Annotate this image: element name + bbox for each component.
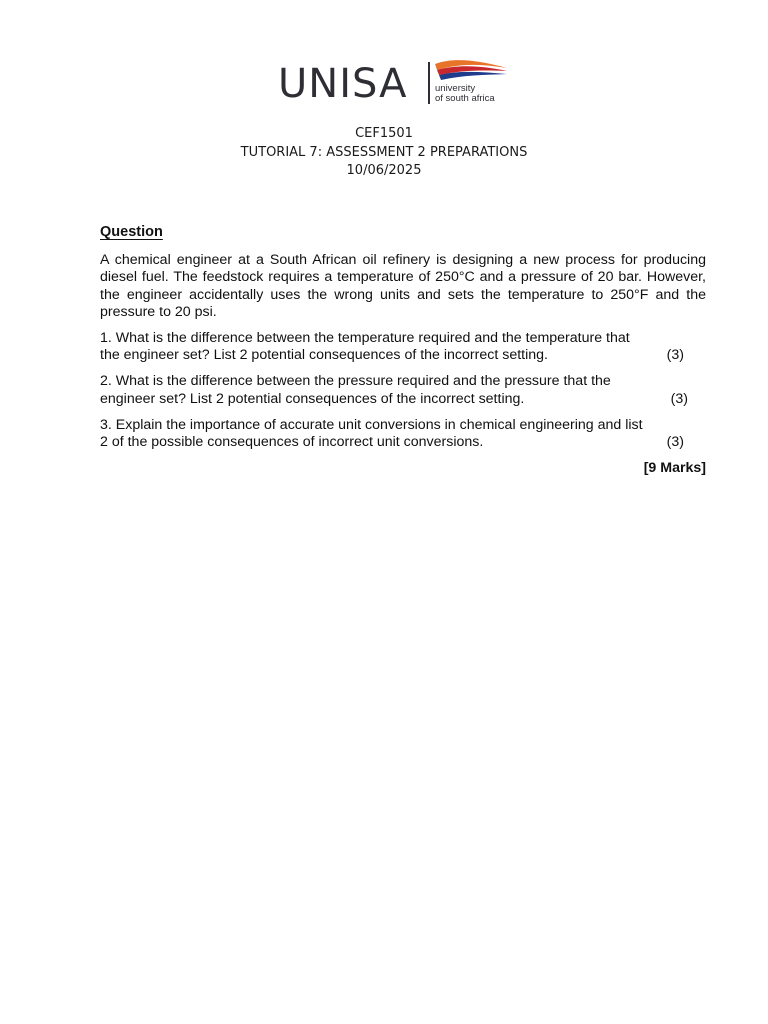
logo-subtitle	[435, 84, 495, 104]
question-intro: A chemical engineer at a South African oil refinery is designing a new process for producing diesel fuel. The feedstock requires a temperature of 250°C and a pressure of 20 bar. However, the engineer accidentally uses the wrong units and sets the temperature to 250°F and the pressure to 20 psi.	[100, 252, 706, 320]
question-item-2-marks: (3)	[670, 390, 688, 407]
question-item-2-line2: engineer set? List 2 potential consequences of the incorrect setting.	[100, 390, 525, 407]
total-marks: [9 Marks]	[643, 460, 706, 477]
unisa-logo	[278, 58, 518, 110]
question-item-1-line2: the engineer set? List 2 potential consequences of the incorrect setting.	[100, 347, 548, 364]
question-item-3-line2: 2 of the possible consequences of incorrect unit conversions.	[100, 434, 484, 451]
flag-swoosh-icon	[433, 58, 509, 84]
question-heading: Question	[100, 224, 163, 240]
document-date: 10/06/2025	[346, 163, 422, 178]
question-item-3	[100, 417, 706, 451]
question-item-1	[100, 330, 706, 364]
question-item-2	[100, 373, 706, 407]
question-item-3-marks: (3)	[666, 434, 684, 451]
tutorial-title: TUTORIAL 7: ASSESSMENT 2 PREPARATIONS	[240, 144, 528, 160]
document-header	[0, 125, 768, 181]
question-section	[100, 224, 706, 477]
logo-subtitle-line2: of south africa	[435, 93, 495, 104]
question-item-1-line1: 1. What is the difference between the temperature required and the temperature that	[100, 330, 630, 347]
question-item-1-marks: (3)	[666, 347, 684, 364]
logo-wordmark: UNISA	[278, 61, 408, 107]
logo-divider	[428, 62, 430, 104]
course-code: CEF1501	[355, 126, 413, 141]
question-item-3-line1: 3. Explain the importance of accurate unit conversions in chemical engineering and list	[100, 416, 643, 433]
question-item-2-line1: 2. What is the difference between the pressure required and the pressure that the	[100, 373, 611, 390]
logo-subtitle-line1: university	[435, 83, 476, 94]
